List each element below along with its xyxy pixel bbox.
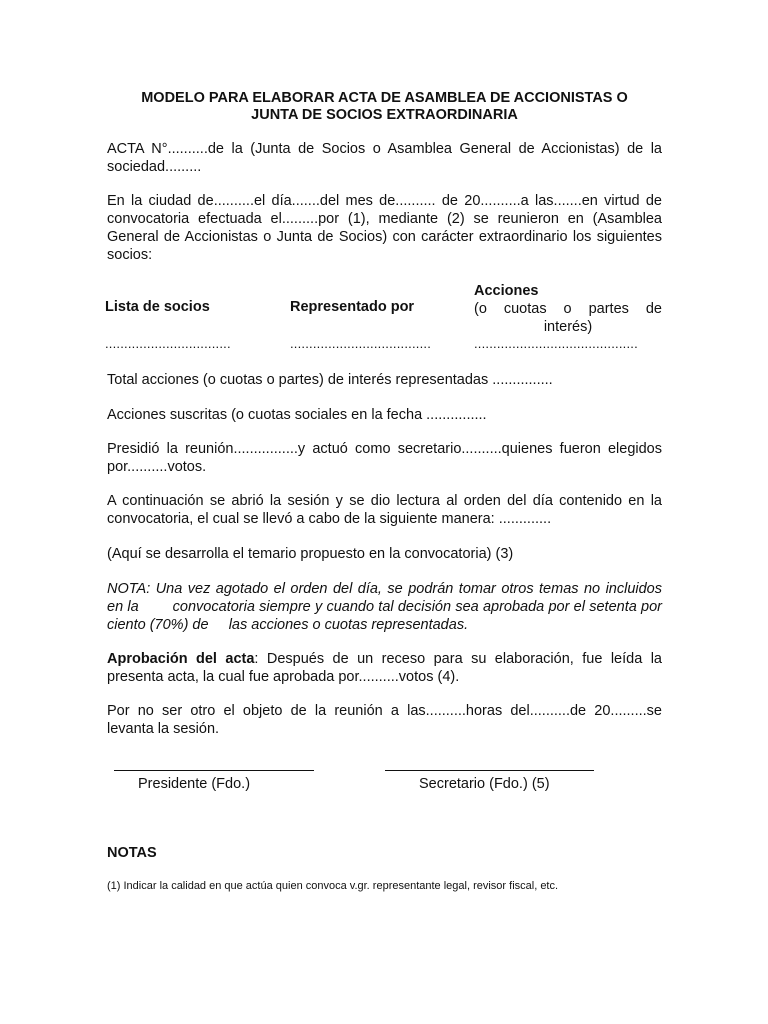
table-header-socios: Lista de socios bbox=[105, 299, 210, 315]
paragraph-acta: ACTA N°..........de la (Junta de Socios o Asamblea General de Accionistas) de la sociedad......... bbox=[107, 141, 662, 175]
paragraph-total-acciones: Total acciones (o cuotas o partes) de interés representadas ............... bbox=[107, 372, 553, 388]
note-1: (1) Indicar la calidad en que actúa quien convoca v.gr. representante legal, revisor fiscal, etc. bbox=[107, 880, 559, 892]
table-header-representado: Representado por bbox=[290, 299, 415, 315]
title-line-2: JUNTA DE SOCIOS EXTRAORDINARIA bbox=[251, 107, 518, 123]
table-header-acciones-sub: (o cuotas o partes de interés) bbox=[474, 301, 662, 335]
paragraph-nota: NOTA: Una vez agotado el orden del día, se podrán tomar otros temas no incluidos en la convocatoria siempre y cuando tal decisión sea aprobada por el setenta por ciento (70%) de las acciones o cuotas representadas. bbox=[107, 581, 667, 633]
paragraph-presidio: Presidió la reunión................y actuó como secretario..........quienes fueron elegidos por..........votos. bbox=[107, 441, 662, 475]
notes-heading: NOTAS bbox=[107, 845, 157, 861]
signature-line-presidente bbox=[114, 770, 314, 771]
table-cell-socio: ................................. bbox=[105, 336, 231, 351]
paragraph-ciudad: En la ciudad de..........el día.......del mes de.......... de 20..........a las.......en virtud de convocatoria efectuada el.........por (1), mediante (2) se reunieron en (Asamblea General de Accionistas o Junta de Socios) con carácter extraordinario los siguientes socios: bbox=[107, 193, 662, 263]
paragraph-temario: (Aquí se desarrolla el temario propuesto en la convocatoria) (3) bbox=[107, 546, 514, 562]
aprobacion-label: Aprobación del acta bbox=[107, 651, 255, 667]
table-cell-representado: ..................................... bbox=[290, 336, 432, 351]
signature-label-presidente: Presidente (Fdo.) bbox=[138, 776, 251, 792]
table-header-acciones bbox=[474, 282, 662, 336]
aprobacion-text: : Después de un receso para su elaboración, fue leída la presenta acta, la cual fue aprobada por..........votos (4). bbox=[107, 651, 662, 685]
table-cell-acciones: ........................................... bbox=[474, 336, 638, 351]
paragraph-aprobacion bbox=[107, 650, 662, 686]
title-line-1: MODELO PARA ELABORAR ACTA DE ASAMBLEA DE ACCIONISTAS O bbox=[141, 90, 628, 106]
document-title bbox=[107, 90, 662, 124]
paragraph-cierre: Por no ser otro el objeto de la reunión a las..........horas del..........de 20.........se levanta la sesión. bbox=[107, 703, 662, 737]
paragraph-continuacion: A continuación se abrió la sesión y se dio lectura al orden del día contenido en la convocatoria, el cual se llevó a cabo de la siguiente manera: ............. bbox=[107, 493, 662, 527]
paragraph-acciones-suscritas: Acciones suscritas (o cuotas sociales en la fecha ............... bbox=[107, 407, 487, 423]
signature-label-secretario: Secretario (Fdo.) (5) bbox=[419, 776, 550, 792]
table-header-acciones-title: Acciones bbox=[474, 283, 539, 299]
signature-line-secretario bbox=[385, 770, 594, 771]
